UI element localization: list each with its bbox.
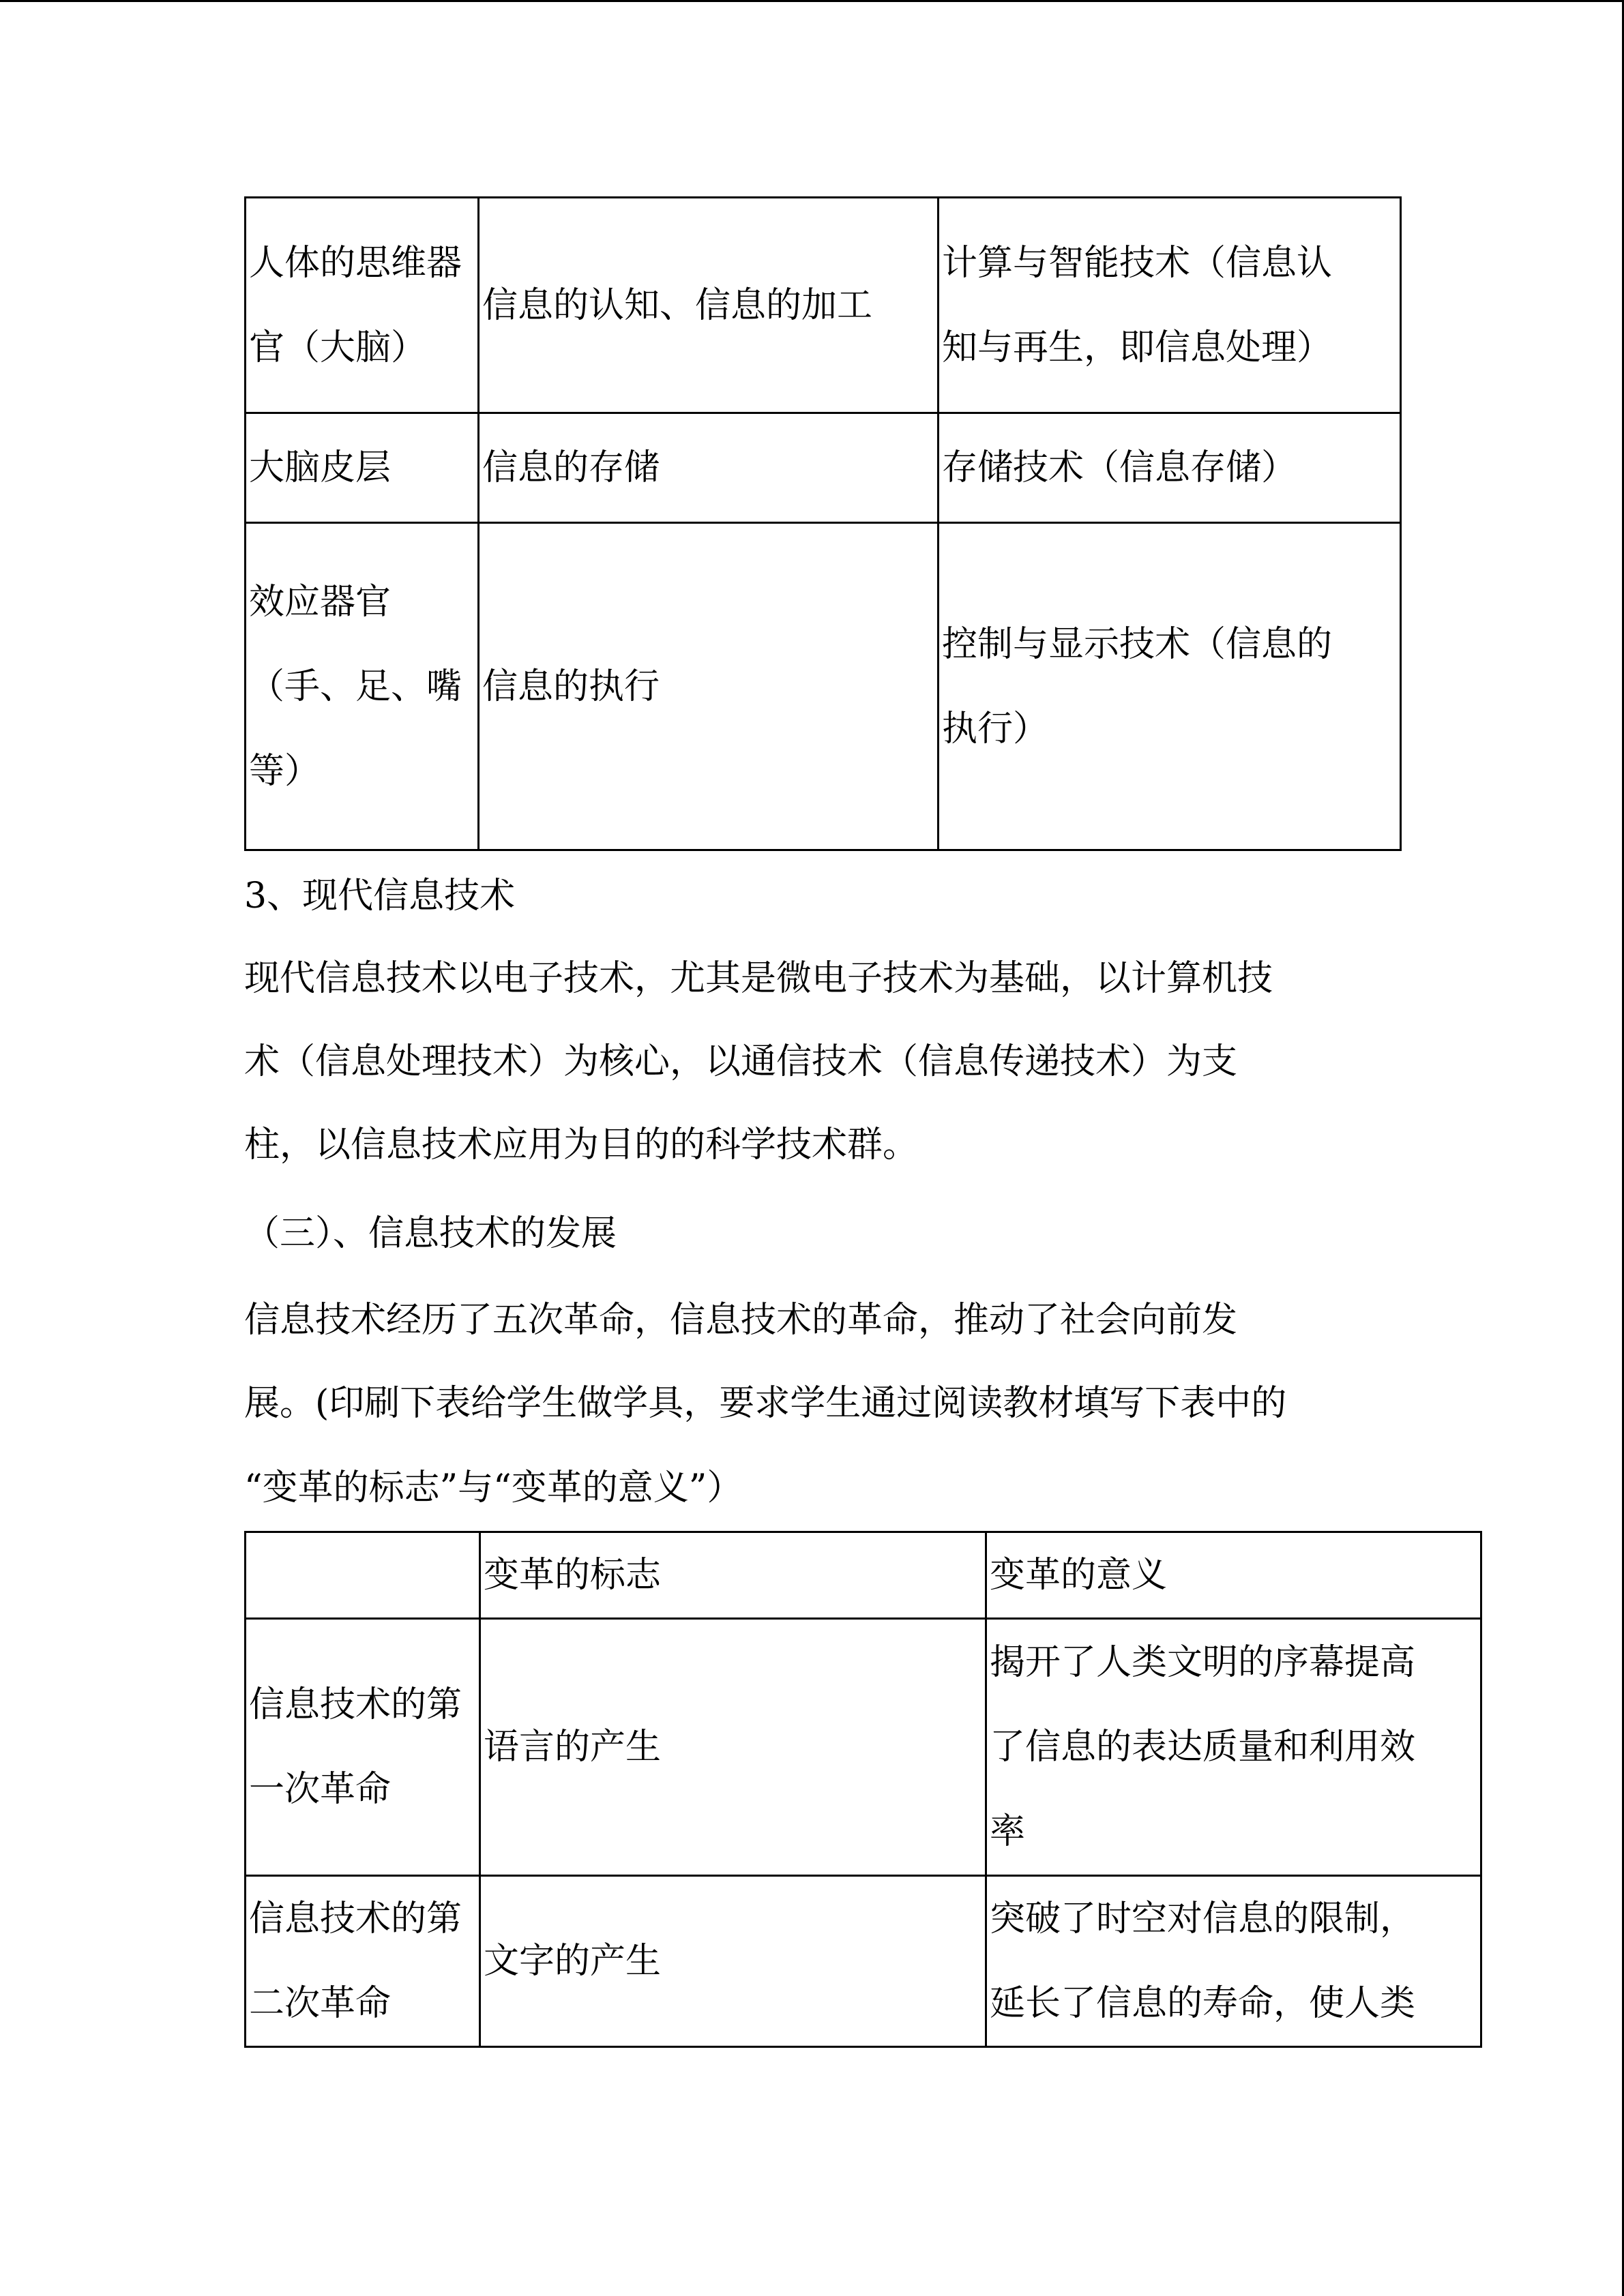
table-cell bbox=[480, 1619, 986, 1876]
table-cell bbox=[939, 523, 1401, 850]
table-header-cell: 变革的标志 bbox=[480, 1532, 986, 1619]
cell-line: 信息的存储 bbox=[482, 447, 660, 488]
organ-technology-table bbox=[244, 196, 1402, 851]
table-cell bbox=[246, 523, 479, 850]
table-row bbox=[246, 198, 1401, 413]
table-header-row bbox=[246, 1532, 1481, 1619]
cell-line: 大脑皮层 bbox=[249, 447, 392, 488]
cell-line: 一次革命 bbox=[249, 1769, 392, 1810]
table-cell bbox=[479, 198, 939, 413]
paragraph-line: 术（信息处理技术）为核心，以通信技术（信息传递技术）为支 bbox=[244, 1041, 1238, 1082]
table-cell bbox=[480, 1876, 986, 2047]
cell-line: 揭开了人类文明的序幕提高 bbox=[990, 1642, 1416, 1683]
cell-line: 知与再生，即信息处理） bbox=[942, 327, 1333, 368]
cell-line: 信息技术的第 bbox=[249, 1898, 462, 1939]
table-cell bbox=[479, 523, 939, 850]
table-header-cell bbox=[246, 1532, 480, 1619]
paragraph-line: 柱，以信息技术应用为目的的科学技术群。 bbox=[244, 1124, 919, 1165]
table-cell bbox=[939, 413, 1401, 523]
section-heading: 3、现代信息技术 bbox=[244, 876, 516, 916]
table-header-cell: 变革的意义 bbox=[986, 1532, 1481, 1619]
section-heading: （三）、信息技术的发展 bbox=[244, 1213, 617, 1254]
cell-line: 信息的执行 bbox=[482, 666, 660, 707]
table-cell bbox=[986, 1876, 1481, 2047]
paragraph-line: 信息技术经历了五次革命，信息技术的革命，推动了社会向前发 bbox=[244, 1300, 1238, 1341]
cell-line: 二次革命 bbox=[249, 1983, 392, 2024]
cell-line: 计算与智能技术（信息认 bbox=[942, 242, 1333, 284]
table-cell bbox=[246, 1619, 480, 1876]
cell-line: 人体的思维器 bbox=[249, 242, 462, 284]
table-cell bbox=[479, 413, 939, 523]
cell-line: 控制与显示技术（信息的 bbox=[942, 623, 1333, 665]
cell-line: 等） bbox=[249, 750, 321, 792]
cell-line: （手、足、嘴 bbox=[249, 666, 462, 707]
page-border-top bbox=[0, 0, 1624, 2]
cell-line: 官（大脑） bbox=[249, 327, 427, 368]
cell-line: 延长了信息的寿命，使人类 bbox=[990, 1983, 1416, 2024]
cell-line: 语言的产生 bbox=[484, 1727, 662, 1768]
cell-line: 存储技术（信息存储） bbox=[942, 447, 1297, 488]
table-cell bbox=[246, 198, 479, 413]
paragraph-line: “变革的标志”与“变革的意义”） bbox=[244, 1467, 743, 1508]
cell-line: 率 bbox=[990, 1811, 1026, 1852]
cell-line: 突破了时空对信息的限制， bbox=[990, 1898, 1416, 1939]
cell-line: 信息技术的第 bbox=[249, 1684, 462, 1725]
table-cell bbox=[246, 1876, 480, 2047]
table-row bbox=[246, 523, 1401, 850]
cell-line: 文字的产生 bbox=[484, 1941, 662, 1982]
cell-line: 效应器官 bbox=[249, 581, 392, 623]
table-cell bbox=[986, 1619, 1481, 1876]
table-cell bbox=[246, 413, 479, 523]
table-cell bbox=[939, 198, 1401, 413]
cell-line: 了信息的表达质量和利用效 bbox=[990, 1727, 1416, 1768]
cell-line: 执行） bbox=[942, 708, 1049, 749]
table-row bbox=[246, 1619, 1481, 1876]
paragraph-line: 现代信息技术以电子技术，尤其是微电子技术为基础，以计算机技 bbox=[244, 958, 1273, 999]
table-row bbox=[246, 413, 1401, 523]
cell-line: 信息的认知、信息的加工 bbox=[482, 284, 873, 326]
table-row bbox=[246, 1876, 1481, 2047]
revolution-table bbox=[244, 1531, 1482, 2048]
paragraph-line: 展。(印刷下表给学生做学具，要求学生通过阅读教材填写下表中的 bbox=[244, 1383, 1287, 1424]
